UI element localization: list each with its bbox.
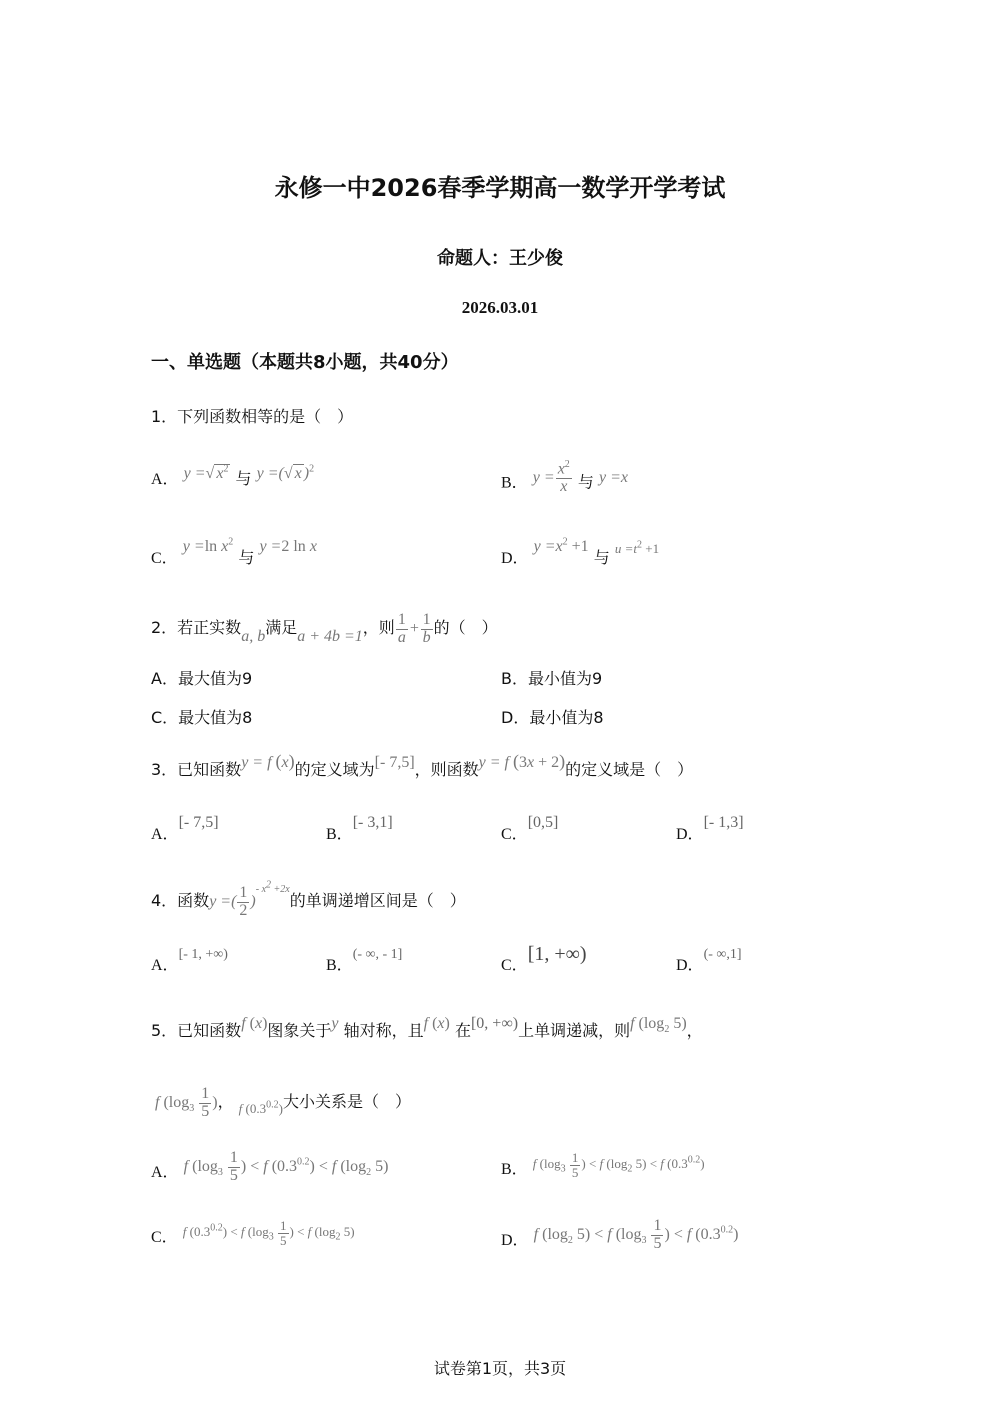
q5-option-c: [151, 1217, 355, 1253]
q5-comma-2: ，: [217, 1091, 234, 1111]
q1-option-c-label: C．: [151, 550, 178, 567]
q4-option-d-value: (- ∞,1]: [703, 947, 742, 962]
q5-mid1: 图象关于: [267, 1021, 332, 1040]
q2-tail: 的（ ）: [433, 617, 498, 637]
q3-option-c: [501, 814, 559, 844]
q4-option-c-value: [1, +∞): [527, 943, 587, 965]
q4-option-b-label: B．: [326, 957, 353, 974]
q4-function: y =( $\frac{1}{2}$ )$^{- x^2 +2x}$: [209, 879, 290, 919]
author-line: 命题人：王少俊: [437, 248, 563, 269]
q5-y: y: [331, 1015, 339, 1032]
q4-option-a-value: [- 1, +∞): [178, 947, 228, 962]
question-2-stem: [151, 612, 498, 647]
q1-option-b-formula: y = $\frac{x^2}{x}$: [532, 459, 570, 496]
question-4-stem: [151, 879, 466, 920]
q1-option-a-joiner: 与: [235, 469, 252, 488]
q2-then: ，则: [362, 617, 395, 637]
q5-comma: ，: [686, 1021, 703, 1040]
question-5-stem-line-2: [155, 1086, 411, 1121]
q2-mid: 满足: [265, 617, 298, 637]
q5-mid4: 上单调递减，则: [518, 1021, 631, 1040]
q5-option-d: [501, 1217, 739, 1259]
q3-mid1: 的定义域为: [294, 760, 375, 779]
q2-option-c: C．最大值为8: [151, 708, 253, 727]
q5-tail: 大小关系是（ ）: [282, 1091, 411, 1111]
q1-option-c-joiner: 与: [238, 548, 255, 567]
q3-option-d-label: D．: [676, 826, 704, 843]
q5-option-d-formula: f ($\log_2$ 5) < f ($\log_3$ $\frac{1}{5}$ ) < f $(0.3^{0.2})$: [533, 1217, 739, 1252]
q3-option-a: [151, 814, 219, 844]
q4-option-d: [676, 947, 742, 975]
q5-mid2: 轴对称，且: [343, 1021, 424, 1040]
question-3-stem: [151, 751, 694, 780]
q4-option-c: [501, 943, 587, 976]
section-heading: 一、单选题（本题共8小题，共40分）: [151, 352, 459, 373]
q5-option-a-label: A．: [151, 1163, 179, 1181]
q1-option-d-formula: $y =x^2 +1$: [533, 536, 589, 555]
q1-option-a-label: A．: [151, 471, 179, 488]
q3-domain: [- 7,5]: [374, 754, 415, 771]
q2-expression: $\frac{1}{a}$ + $\frac{1}{b}$: [397, 611, 431, 646]
q5-option-b-label: B．: [501, 1161, 528, 1178]
q1-option-a-formula: y =√ $x^2$: [183, 463, 229, 482]
q3-func-2: y = f (3x + 2): [478, 751, 566, 771]
q1-option-d: [501, 536, 660, 568]
q3-option-a-value: [- 7,5]: [178, 814, 219, 831]
q5-mid3: 在: [454, 1021, 471, 1040]
q3-option-c-label: C．: [501, 826, 528, 843]
q1-option-d-label: D．: [501, 550, 529, 567]
q3-option-a-label: A．: [151, 826, 179, 843]
q3-option-d: [676, 814, 744, 844]
q5-option-d-label: D．: [501, 1231, 529, 1249]
q3-number: 3．已知函数: [151, 760, 242, 779]
q3-option-b: [326, 814, 393, 844]
q3-option-b-label: B．: [326, 826, 353, 843]
q5-option-c-label: C．: [151, 1229, 178, 1246]
q4-tail: 的单调递增区间是（ ）: [289, 890, 466, 910]
q5-option-b-formula: f (log3 1 5 ) < f (log2 5) < f (0.30.2): [532, 1149, 705, 1180]
q1-option-c: [151, 536, 317, 568]
q5-fx-2: f (x): [423, 1015, 450, 1032]
q1-option-c-formula-2: y =2 ln x: [259, 538, 317, 555]
q1-option-a-formula-2: y =(√ x )$^2$: [256, 463, 315, 482]
q4-option-d-label: D．: [676, 957, 704, 974]
exam-date: 2026.03.01: [461, 298, 539, 317]
q5-option-a-formula: f ($\log_3$ $\frac{1}{5}$ ) < f $(0.3^{0.2}) < f$ ($\log_2$ 5): [183, 1149, 389, 1184]
q2-option-b: B．最小值为9: [501, 669, 603, 688]
q3-option-c-value: [0,5]: [527, 814, 559, 831]
q2-vars: a, b: [241, 627, 266, 645]
q2-number: 2．若正实数: [151, 617, 242, 637]
question-5-stem: [151, 1015, 703, 1043]
q5-option-a: [151, 1149, 389, 1191]
q4-number: 4．函数: [151, 890, 210, 910]
q5-f-power: f (0.30.2): [238, 1099, 283, 1116]
q3-mid2: ，则函数: [414, 760, 479, 779]
q5-option-b: [501, 1149, 705, 1185]
q1-option-d-formula-2: u =t2 +1: [614, 539, 660, 556]
q4-option-b-value: (- ∞, - 1]: [352, 947, 403, 962]
q5-f-log2-5: f ($\log_2$ 5): [630, 1015, 687, 1036]
q1-option-b-formula-2: y =x: [599, 468, 628, 486]
q1-option-b-joiner: 与: [577, 472, 594, 492]
q4-option-a: [151, 947, 228, 975]
q5-option-c-formula: f (0.30.2) < f (log3 1 5 ) < f (log2 5): [182, 1217, 355, 1248]
q5-interval: [0, +∞): [470, 1015, 519, 1032]
q4-option-a-label: A．: [151, 957, 179, 974]
q1-option-b: [501, 459, 628, 502]
q3-tail: 的定义域是（ ）: [565, 760, 694, 779]
q1-option-c-formula: y =ln $x^2$: [182, 536, 234, 555]
page-footer: 试卷第1页，共3页: [433, 1359, 567, 1378]
q1-option-b-label: B．: [501, 474, 528, 492]
q3-option-d-value: [- 1,3]: [703, 814, 744, 831]
q3-option-b-value: [- 3,1]: [352, 814, 393, 831]
q5-number: 5．已知函数: [151, 1021, 242, 1040]
q1-option-a: [151, 463, 315, 489]
q4-option-c-label: C．: [501, 957, 528, 974]
q1-option-d-joiner: 与: [593, 548, 610, 567]
q5-f-log3-fifth: f ($\log_3$ $\frac{1}{5}$ ): [155, 1085, 218, 1120]
q2-condition: a + 4b =1: [297, 627, 363, 645]
exam-title: 永修一中2026春季学期高一数学开学考试: [274, 174, 726, 202]
q4-option-b: [326, 947, 403, 975]
q5-fx: f (x): [241, 1015, 268, 1032]
q2-option-a: A．最大值为9: [151, 669, 253, 688]
q2-option-d: D．最小值为8: [501, 708, 604, 727]
q3-func-1: y = f (x): [241, 751, 295, 771]
question-1-stem: 1．下列函数相等的是（ ）: [151, 407, 354, 426]
